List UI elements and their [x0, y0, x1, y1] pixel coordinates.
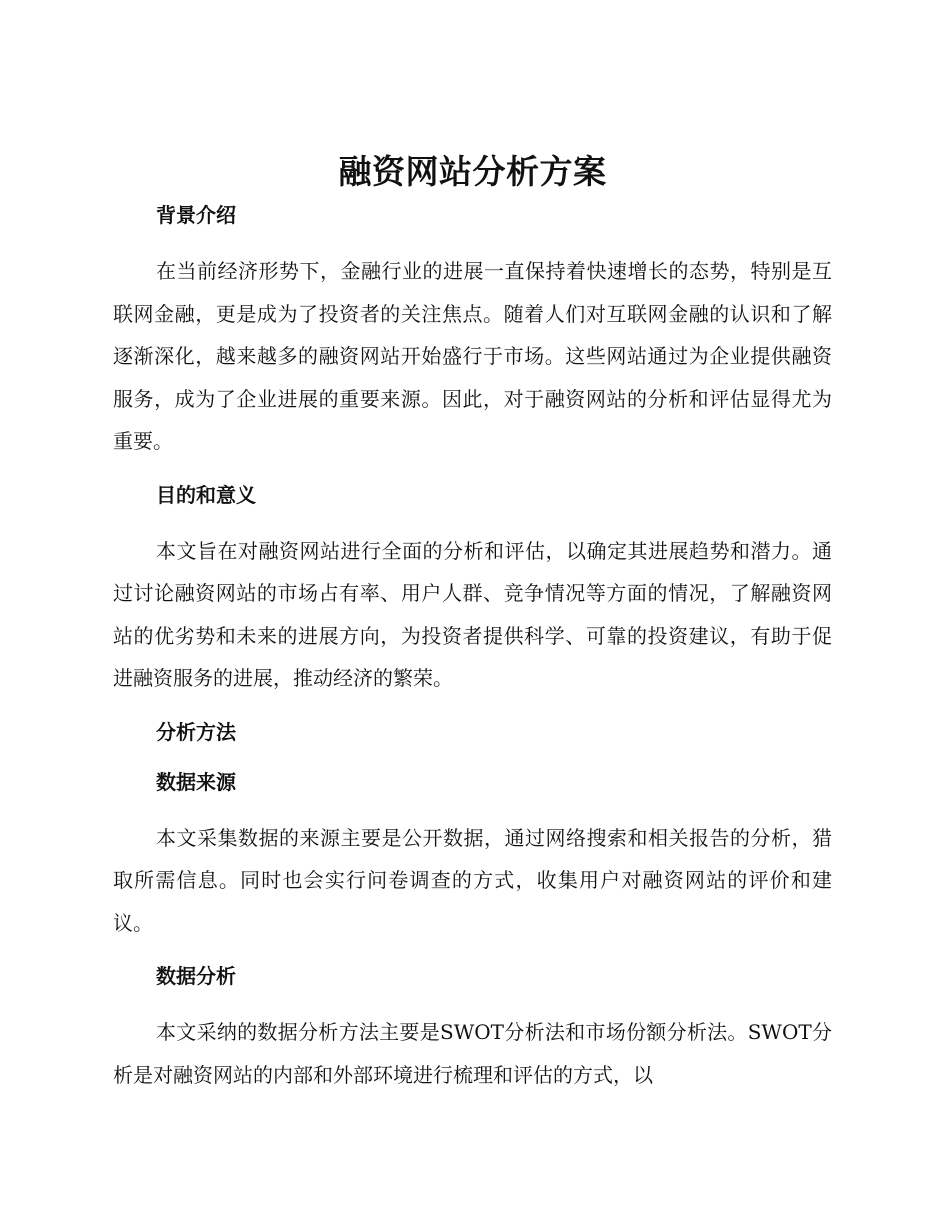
section-data-analysis	[113, 961, 832, 1096]
document-title: 融资网站分析方案	[338, 152, 607, 191]
section-paragraph-purpose: 本文旨在对融资网站进行全面的分析和评估，以确定其进展趋势和潜力。通过讨论融资网站的市场占有率、用户人群、竞争情况等方面的情况，了解融资网站的优劣势和未来的进展方向，为投资者提供科学、可靠的投资建议，有助于促进融资服务的进展，推动经济的繁荣。	[113, 538, 832, 690]
section-paragraph-background: 在当前经济形势下，金融行业的进展一直保持着快速增长的态势，特别是互联网金融，更是成为了投资者的关注焦点。随着人们对互联网金融的认识和了解逐渐深化，越来越多的融资网站开始盛行于市场。这些网站通过为企业提供融资服务，成为了企业进展的重要来源。因此，对于融资网站的分析和评估显得尤为重要。	[113, 259, 832, 453]
section-paragraph-data-analysis: 本文采纳的数据分析方法主要是SWOT分析法和市场份额分析法。SWOT分析是对融资网站的内部和外部环境进行梳理和评估的方式，以	[113, 1020, 832, 1087]
section-methods	[113, 717, 832, 747]
section-heading-purpose: 目的和意义	[156, 482, 256, 507]
section-background	[113, 200, 832, 463]
section-heading-data-analysis: 数据分析	[156, 964, 236, 988]
section-heading-data-source: 数据来源	[156, 769, 236, 794]
section-heading-background: 背景介绍	[156, 203, 236, 227]
section-heading-methods: 分析方法	[156, 719, 236, 744]
section-data-source	[113, 767, 832, 945]
section-paragraph-data-source: 本文采集数据的来源主要是公开数据，通过网络搜索和相关报告的分析，猎取所需信息。同时也会实行问卷调查的方式，收集用户对融资网站的评价和建议。	[113, 825, 832, 935]
section-purpose	[113, 480, 832, 700]
